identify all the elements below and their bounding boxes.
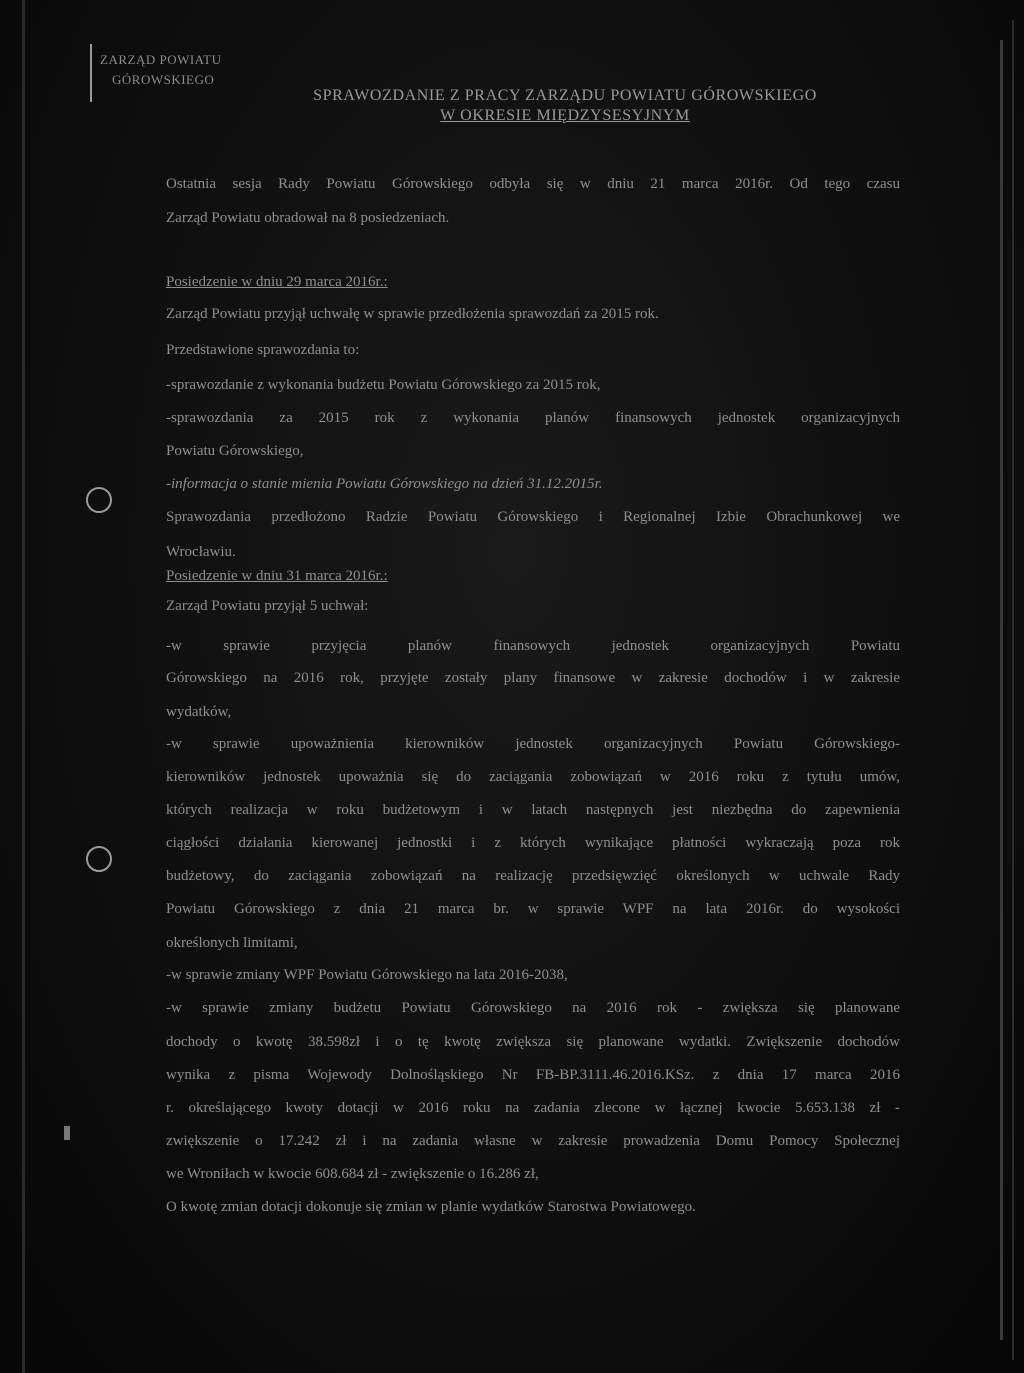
office-stamp bbox=[100, 50, 270, 90]
meeting-2-line: wynika z pisma Wojewody Dolnośląskiego Nr FB-BP.3111.46.2016.KSz. z dnia 17 marca 2016 bbox=[166, 1067, 900, 1083]
meeting-2-line: -w sprawie zmiany budżetu Powiatu Górowskiego na 2016 rok - zwiększa się planowane bbox=[166, 1000, 900, 1016]
meeting-2-line: budżetowy, do zaciągania zobowiązań na realizację przedsięwzięć określonych w uchwale Rady bbox=[166, 868, 900, 884]
meeting-1-line: -sprawozdanie z wykonania budżetu Powiatu Górowskiego za 2015 rok, bbox=[166, 377, 601, 393]
punch-hole-top bbox=[86, 487, 112, 513]
page-edge-right bbox=[1000, 40, 1003, 1340]
margin-mark bbox=[64, 1126, 70, 1140]
meeting-2-line: -w sprawie upoważnienia kierowników jednostek organizacyjnych Powiatu Górowskiego- bbox=[166, 736, 900, 752]
meeting-2-line: zwiększenie o 17.242 zł i na zadania własne w zakresie prowadzenia Domu Pomocy Społecznej bbox=[166, 1133, 900, 1149]
meeting-1-line: Wrocławiu. bbox=[166, 544, 236, 560]
meeting-2-line: wydatków, bbox=[166, 704, 232, 720]
meeting-1-heading: Posiedzenie w dniu 29 marca 2016r.: bbox=[166, 274, 388, 290]
meeting-2-line: Zarząd Powiatu przyjął 5 uchwał: bbox=[166, 598, 369, 614]
meeting-1-line: Zarząd Powiatu przyjął uchwałę w sprawie przedłożenia sprawozdań za 2015 rok. bbox=[166, 306, 659, 322]
meeting-1-line: Powiatu Górowskiego, bbox=[166, 443, 304, 459]
intro-line-2: Zarząd Powiatu obradował na 8 posiedzeniach. bbox=[166, 210, 450, 226]
meeting-2-line: dochody o kwotę 38.598zł i o tę kwotę zwiększa się planowane wydatki. Zwiększenie dochodów bbox=[166, 1034, 900, 1050]
stamp-line-1: ZARZĄD POWIATU bbox=[100, 52, 222, 67]
meeting-2-line: we Wroniłach w kwocie 608.684 zł - zwiększenie o 16.286 zł, bbox=[166, 1166, 539, 1182]
meeting-2-line: -w sprawie zmiany WPF Powiatu Górowskiego na lata 2016-2038, bbox=[166, 967, 568, 983]
meeting-2-line: Powiatu Górowskiego z dnia 21 marca br. w sprawie WPF na lata 2016r. do wysokości bbox=[166, 901, 900, 917]
meeting-1-line: Przedstawione sprawozdania to: bbox=[166, 342, 360, 358]
document-title bbox=[265, 86, 865, 126]
meeting-2-heading: Posiedzenie w dniu 31 marca 2016r.: bbox=[166, 568, 388, 584]
meeting-2-line: r. określającego kwoty dotacji w 2016 roku na zadania zlecone w łącznej kwocie 5.653.138 zł - bbox=[166, 1100, 900, 1116]
title-line-1: SPRAWOZDANIE Z PRACY ZARZĄDU POWIATU GÓROWSKIEGO bbox=[313, 87, 817, 104]
stamp-line-2: GÓROWSKIEGO bbox=[112, 72, 215, 87]
meeting-2-line: ciągłości działania kierowanej jednostki i z których wynikające płatności wykraczają poza rok bbox=[166, 835, 900, 851]
meeting-2-line: określonych limitami, bbox=[166, 935, 298, 951]
intro-line-1: Ostatnia sesja Rady Powiatu Górowskiego odbyła się w dniu 21 marca 2016r. Od tego czasu bbox=[166, 176, 900, 192]
meeting-1-line: -sprawozdania za 2015 rok z wykonania planów finansowych jednostek organizacyjnych bbox=[166, 410, 900, 426]
meeting-2-line: -w sprawie przyjęcia planów finansowych jednostek organizacyjnych Powiatu bbox=[166, 638, 900, 654]
page-edge-right-outer bbox=[1012, 20, 1014, 1360]
meeting-2-line: O kwotę zmian dotacji dokonuje się zmian w planie wydatków Starostwa Powiatowego. bbox=[166, 1199, 696, 1215]
punch-hole-bottom bbox=[86, 846, 112, 872]
title-line-2: W OKRESIE MIĘDZYSESYJNYM bbox=[440, 107, 690, 124]
meeting-2-line: których realizacja w roku budżetowym i w latach następnych jest niezbędna do zapewnienia bbox=[166, 802, 900, 818]
meeting-2-line: kierowników jednostek upoważnia się do zaciągania zobowiązań w 2016 roku z tytułu umów, bbox=[166, 769, 900, 785]
page-edge-left bbox=[22, 0, 25, 1373]
meeting-1-line: Sprawozdania przedłożono Radzie Powiatu Górowskiego i Regionalnej Izbie Obrachunkowej we bbox=[166, 509, 900, 525]
meeting-1-line: -informacja o stanie mienia Powiatu Górowskiego na dzień 31.12.2015r. bbox=[166, 476, 603, 492]
stamp-bar bbox=[90, 44, 92, 102]
meeting-2-line: Górowskiego na 2016 rok, przyjęte zostały plany finansowe w zakresie dochodów i w zakresie bbox=[166, 670, 900, 686]
